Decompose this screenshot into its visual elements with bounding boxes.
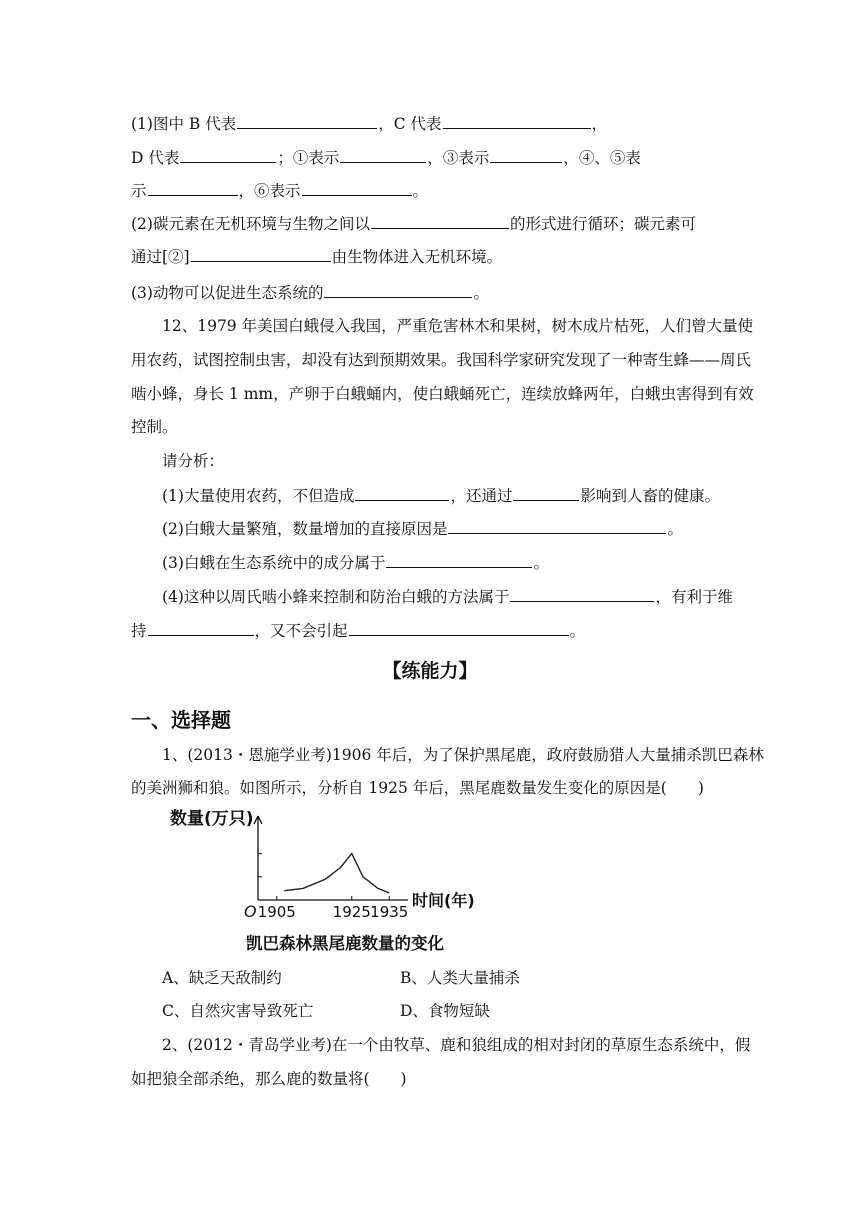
- q12-paragraph-line: 控制。: [131, 418, 178, 436]
- q12-text: 。: [533, 554, 549, 572]
- q11-text: 。: [473, 284, 489, 302]
- q1-option-a[interactable]: A、缺乏天敌制约: [162, 969, 282, 987]
- q12-sub-4: [162, 586, 733, 607]
- q12-sub-4-cont: [131, 620, 585, 641]
- x-ticks: [258, 854, 409, 921]
- q11-text: 通过[②]: [131, 248, 190, 266]
- q11-text: D 代表: [131, 149, 180, 167]
- answer-blank[interactable]: [443, 113, 591, 129]
- answer-blank[interactable]: [180, 147, 276, 163]
- q12-text: (3)白蛾在生态系统中的成分属于: [162, 554, 386, 572]
- q12-text: 。: [569, 622, 586, 640]
- q11-text: ，③表示: [427, 149, 490, 167]
- answer-blank[interactable]: [355, 485, 449, 501]
- x-tick-label: 1935: [370, 903, 409, 921]
- q12-text: ，还通过: [450, 487, 513, 505]
- q11-text: ，⑥表示: [238, 182, 301, 200]
- q12-text: ，有利于维: [655, 588, 733, 606]
- q1-option-d[interactable]: D、食物短缺: [400, 1002, 490, 1020]
- q12-text: (2)白蛾大量繁殖，数量增加的直接原因是: [162, 520, 448, 538]
- q11-text: (1)图中 B 代表: [131, 115, 237, 133]
- deer-population-chart: [160, 802, 500, 962]
- q12-text: (1)大量使用农药，不但造成: [162, 487, 355, 505]
- q1-option-b[interactable]: B、人类大量捕杀: [400, 969, 520, 987]
- answer-blank[interactable]: [148, 620, 254, 636]
- chart-title: 凯巴森林黑尾鹿数量的变化: [246, 934, 444, 953]
- q12-text: ，又不会引起: [254, 622, 348, 640]
- answer-blank[interactable]: [371, 213, 509, 229]
- answer-blank[interactable]: [349, 620, 569, 636]
- q12-text: (4)这种以周氏啮小蜂来控制和防治白蛾的方法属于: [162, 588, 510, 606]
- q2-paragraph-line: 如把狼全部杀绝，那么鹿的数量将( ): [131, 1070, 407, 1088]
- q11-text: ，C 代表: [378, 115, 442, 133]
- q11-text: (2)碳元素在无机环境与生物之间以: [131, 215, 370, 233]
- q11-text: 由生物体进入无机环境。: [331, 248, 503, 266]
- q12-sub-1: [162, 485, 720, 506]
- q1-option-c[interactable]: C、自然灾害导致死亡: [162, 1002, 314, 1020]
- answer-blank[interactable]: [148, 180, 238, 196]
- q12-text: 持: [131, 622, 147, 640]
- answer-blank[interactable]: [340, 147, 426, 163]
- q11-line-4: [131, 213, 696, 234]
- answer-blank[interactable]: [237, 113, 377, 129]
- q11-text: ；①表示: [277, 149, 340, 167]
- q11-text: 示: [131, 182, 147, 200]
- q1-options-row-1: [162, 968, 282, 988]
- q1-paragraph-line: 的美洲狮和狼。如图所示，分析自 1925 年后，黑尾鹿数量发生变化的原因是( ): [131, 779, 704, 797]
- series-line: [284, 854, 389, 893]
- answer-blank[interactable]: [490, 147, 562, 163]
- answer-blank[interactable]: [386, 552, 532, 568]
- answer-blank[interactable]: [448, 518, 666, 534]
- q11-line-2: [131, 147, 641, 168]
- q12-paragraph-line: 用农药，试图控制虫害，却没有达到预期效果。我国科学家研究发现了一种寄生蜂——周氏: [131, 351, 752, 369]
- q12-text: 影响到人畜的健康。: [580, 487, 720, 505]
- q1-paragraph-line: 1、(2013・恩施学业考)1906 年后，为了保护黑尾鹿，政府鼓励猎人大量捕杀凯巴森林: [162, 746, 764, 764]
- q11-line-6: [131, 282, 489, 303]
- x-tick-label: 1905: [257, 903, 296, 921]
- q12-sub-3: [162, 552, 549, 573]
- section-title: 【练能力】: [382, 660, 478, 682]
- q11-text: 。: [412, 182, 429, 200]
- q12-paragraph-line: 啮小蜂，身长 1 mm，产卵于白蛾蛹内，使白蛾蛹死亡，连续放蜂两年，白蛾虫害得到有效: [131, 385, 754, 403]
- answer-blank[interactable]: [324, 282, 472, 298]
- chart-origin-label: O: [244, 902, 257, 921]
- q11-text: 的形式进行循环；碳元素可: [509, 215, 696, 233]
- q12-text: 。: [667, 520, 683, 538]
- choice-heading: 一、选择题: [131, 708, 231, 732]
- q11-text: (3)动物可以促进生态系统的: [131, 284, 324, 302]
- chart-xlabel: 时间(年): [412, 891, 475, 910]
- q12-paragraph-line: 12、1979 年美国白蛾侵入我国，严重危害林木和果树，树木成片枯死，人们曾大量使: [162, 317, 754, 335]
- chart-ylabel: 数量(万只): [170, 809, 254, 829]
- answer-blank[interactable]: [513, 485, 579, 501]
- q12-analyze-label: 请分析：: [162, 452, 225, 470]
- q11-text: ，: [591, 115, 608, 133]
- q11-line-1: [131, 113, 607, 134]
- answer-blank[interactable]: [302, 180, 412, 196]
- x-tick-label: 1925: [332, 903, 371, 921]
- q12-sub-2: [162, 518, 683, 539]
- q11-line-5: [131, 246, 502, 267]
- answer-blank[interactable]: [191, 246, 331, 262]
- q11-text: ，④、⑤表: [563, 149, 641, 167]
- answer-blank[interactable]: [510, 586, 654, 602]
- q2-paragraph-line: 2、(2012・青岛学业考)在一个由牧草、鹿和狼组成的相对封闭的草原生态系统中，假: [162, 1036, 751, 1054]
- q11-line-3: [131, 180, 428, 201]
